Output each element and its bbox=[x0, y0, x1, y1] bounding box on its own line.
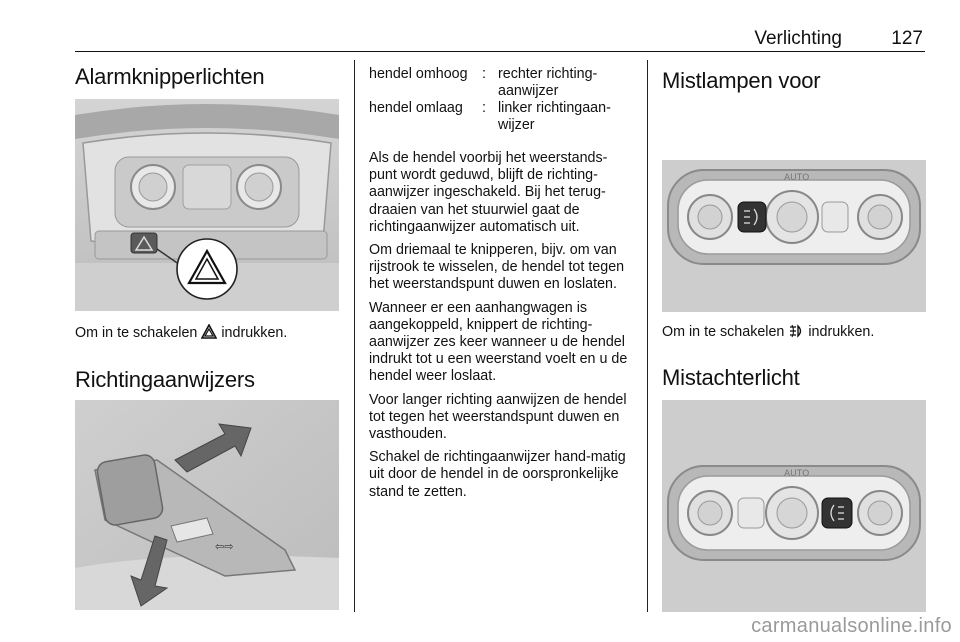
rear-fog-panel-illustration bbox=[662, 400, 926, 612]
column-divider-1 bbox=[354, 60, 355, 612]
paragraph: Als de hendel voorbij het weerstands-punt wordt geduwd, blijft de richting-aanwijzer ingeschakeld. Bij het terug-draaien van het stuurwiel gaat de richtingaanwijzer automatisch uit. bbox=[369, 150, 608, 235]
caption-hazard: Om in te schakelen indrukken. bbox=[75, 325, 288, 341]
turn-signal-lever-illustration bbox=[75, 400, 339, 610]
page-number: 127 bbox=[891, 28, 923, 49]
hazard-switch-illustration bbox=[75, 99, 339, 311]
paragraph: Schakel de richtingaanwijzer hand-matig uit door de hendel in de oorspronkelijke stand te zetten. bbox=[369, 449, 626, 500]
hazard-triangle-icon bbox=[201, 324, 217, 339]
paragraph: Om driemaal te knipperen, bijv. om van rijstrook te wisselen, de hendel tot tegen het weerstandspunt duwen en loslaten. bbox=[369, 242, 625, 293]
front-fog-panel-illustration bbox=[662, 160, 926, 312]
caption-front-fog: Om in te schakelen indrukken. bbox=[662, 324, 875, 340]
lever-definition-table bbox=[369, 66, 631, 134]
front-fog-light-icon bbox=[788, 324, 804, 338]
heading-rear-fog: Mistachterlicht bbox=[662, 365, 800, 390]
heading-front-fog: Mistlampen voor bbox=[662, 68, 821, 93]
heading-hazard-lights: Alarmknipperlichten bbox=[75, 64, 265, 89]
page-header bbox=[75, 26, 925, 52]
column-divider-2 bbox=[647, 60, 648, 612]
definition-row: hendel omlaag : linker richtingaan- wijzer bbox=[369, 100, 611, 133]
paragraph: Wanneer er een aanhangwagen is aangekoppeld, knippert de richting-aanwijzer zes keer wanneer u de hendel indrukt tot u een weerstand voelt en u de hendel weer loslaat. bbox=[369, 299, 628, 385]
watermark: carmanualsonline.info bbox=[751, 615, 952, 637]
paragraph: Voor langer richting aanwijzen de hendel tot tegen het weerstandspunt duwen en vasthouden. bbox=[369, 391, 627, 443]
auto-label: AUTO bbox=[784, 173, 810, 183]
section-title: Verlichting bbox=[754, 28, 842, 49]
turn-signal-instructions bbox=[369, 150, 631, 507]
auto-label: AUTO bbox=[784, 469, 810, 479]
svg-text:⇦⇨: ⇦⇨ bbox=[215, 540, 234, 553]
heading-turn-signals: Richtingaanwijzers bbox=[75, 367, 255, 392]
definition-row: hendel omhoog : rechter richting- aanwijzer bbox=[369, 66, 598, 99]
